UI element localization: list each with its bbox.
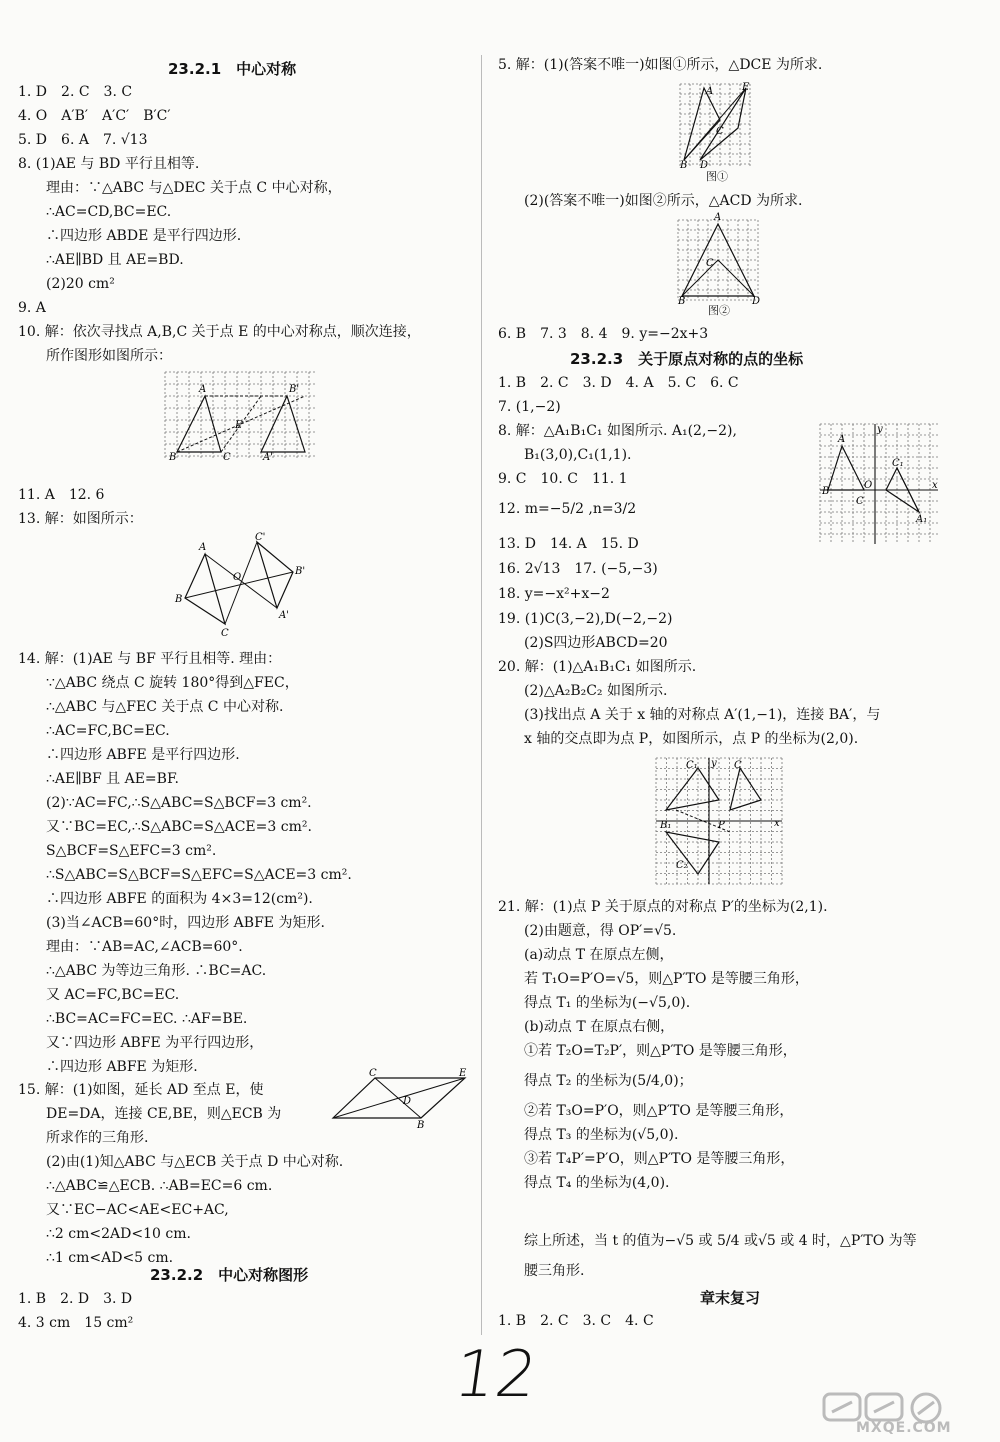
figure-q10 — [165, 372, 315, 463]
section-heading: 章末复习 — [700, 1289, 761, 1307]
answer-line: 4. 3 cm 15 cm² — [18, 1315, 134, 1331]
svg-text:A: A — [199, 384, 207, 395]
svg-text:D: D — [752, 296, 761, 307]
svg-text:D: D — [700, 160, 709, 171]
figure-1 — [680, 82, 752, 171]
answer-line: (2)20 cm² — [46, 276, 115, 292]
answer-line: ∴△ABC 为等边三角形. ∴BC=AC. — [46, 963, 267, 979]
answer-line: 得点 T₃ 的坐标为(√5,0). — [524, 1127, 679, 1143]
answer-line: (a)动点 T 在原点左侧， — [524, 947, 674, 963]
answer-line: x 轴的交点即为点 P，如图所示，点 P 的坐标为(2,0). — [524, 731, 859, 747]
answer-line: ∴四边形 ABFE 是平行四边形. — [46, 747, 240, 763]
answer-line: ③若 T₄P′=P′O，则△P′TO 是等腰三角形， — [524, 1151, 795, 1167]
answer-line: 9. A — [18, 300, 46, 316]
answer-line: ∵△ABC 绕点 C 旋转 180°得到△FEC， — [46, 675, 299, 691]
watermark-text: MXQE.COM — [856, 1420, 952, 1436]
answer-line: ∴△ABC≌△ECB. ∴AB=EC=6 cm. — [46, 1178, 273, 1194]
answer-line: 18. y=−x²+x−2 — [498, 586, 610, 602]
svg-text:P: P — [718, 820, 725, 831]
svg-text:A: A — [714, 212, 722, 223]
answer-line: ∴AE∥BD 且 AE=BD. — [46, 252, 184, 268]
answer-line: 得点 T₁ 的坐标为(−√5,0). — [524, 995, 691, 1011]
answer-line: (2)由题意，得 OP′=√5. — [524, 923, 677, 939]
svg-text:C: C — [734, 760, 742, 771]
answer-line: ∴AE∥BF 且 AE=BF. — [46, 771, 179, 787]
svg-text:C: C — [716, 126, 724, 137]
answer-line: ∴1 cm<AD<5 cm. — [46, 1250, 174, 1266]
answer-line: (3)找出点 A 关于 x 轴的对称点 A′(1,−1)，连接 BA′，与 — [524, 707, 881, 723]
answer-line: 14. 解：(1)AE 与 BF 平行且相等. 理由： — [18, 651, 282, 667]
answer-line: 8. (1)AE 与 BD 平行且相等. — [18, 156, 200, 172]
answer-line: DE=DA，连接 CE,BE，则△ECB 为 — [46, 1106, 282, 1122]
svg-text:B: B — [680, 160, 688, 171]
svg-text:x: x — [774, 818, 780, 829]
figure-q15 — [325, 1068, 475, 1130]
svg-text:y: y — [877, 424, 883, 435]
svg-text:A': A' — [279, 610, 289, 621]
svg-text:B: B — [169, 452, 177, 463]
answer-line: ②若 T₃O=P′O，则△P′TO 是等腰三角形， — [524, 1103, 794, 1119]
svg-text:C: C — [221, 628, 229, 639]
answer-line: (3)当∠ACB=60°时，四边形 ABFE 为矩形. — [46, 915, 325, 931]
answer-line: ∴△ABC 与△FEC 关于点 C 中心对称. — [46, 699, 284, 715]
figure-q13 — [175, 532, 310, 642]
figure-q8-coordinate-plane — [820, 424, 938, 544]
answer-line: 1. B 2. C 3. C 4. C — [498, 1313, 654, 1329]
answer-line: 19. (1)C(3,−2),D(−2,−2) — [498, 611, 673, 627]
answer-line: 5. D 6. A 7. √13 — [18, 132, 148, 148]
section-heading: 23.2.1 中心对称 — [168, 60, 297, 78]
answer-line: (2)S四边形ABCD=20 — [524, 635, 668, 651]
svg-text:A': A' — [263, 452, 273, 463]
svg-text:B: B — [678, 296, 686, 307]
answer-line: 综上所述，当 t 的值为−√5 或 5/4 或√5 或 4 时，△P′TO 为等 — [524, 1233, 917, 1249]
answer-line: 4. O A′B′ A′C′ B′C′ — [18, 108, 171, 124]
answer-line: 1. D 2. C 3. C — [18, 84, 133, 100]
figure-2 — [678, 212, 761, 307]
answer-line: 又 AC=FC,BC=EC. — [46, 987, 180, 1003]
answer-line: 21. 解：(1)点 P 关于原点的对称点 P′的坐标为(2,1). — [498, 899, 828, 915]
answer-line: 得点 T₂ 的坐标为(5/4,0)； — [524, 1073, 693, 1089]
figure-caption: 图② — [708, 304, 730, 317]
section-heading: 23.2.2 中心对称图形 — [150, 1266, 309, 1284]
answer-line: 6. B 7. 3 8. 4 9. y=−2x+3 — [498, 326, 709, 342]
answer-line: 若 T₁O=P′O=√5，则△P′TO 是等腰三角形， — [524, 971, 809, 987]
answer-line: (b)动点 T 在原点右侧， — [524, 1019, 675, 1035]
answer-line: 10. 解：依次寻找点 A,B,C 关于点 E 的中心对称点，顺次连接， — [18, 324, 421, 340]
answer-line: ∴AC=FC,BC=EC. — [46, 723, 170, 739]
svg-text:B': B' — [295, 566, 306, 577]
answer-line: 理由：∵△ABC 与△DEC 关于点 C 中心对称， — [46, 180, 342, 196]
answer-line: 13. D 14. A 15. D — [498, 536, 639, 552]
svg-text:A₁: A₁ — [916, 514, 928, 525]
svg-text:B₁: B₁ — [660, 820, 672, 831]
svg-text:C: C — [369, 1068, 377, 1079]
answer-line: 所作图形如图所示： — [46, 348, 172, 364]
answer-line: 1. B 2. D 3. D — [18, 1291, 133, 1307]
handwritten-page-number: 12 — [449, 1338, 542, 1412]
answer-line: 5. 解：(1)(答案不唯一)如图①所示，△DCE 为所求. — [498, 57, 823, 73]
answer-line: 理由：∵AB=AC,∠ACB=60°. — [46, 939, 243, 955]
answer-line: S△BCF=S△EFC=3 cm². — [46, 843, 217, 859]
answer-line: (2)△A₂B₂C₂ 如图所示. — [524, 683, 668, 699]
svg-text:B: B — [417, 1120, 425, 1131]
svg-text:C₂: C₂ — [676, 860, 688, 871]
svg-text:B': B' — [289, 384, 300, 395]
answer-line: 16. 2√13 17. (−5,−3) — [498, 561, 658, 577]
svg-text:O: O — [864, 480, 873, 491]
svg-text:C': C' — [255, 532, 266, 543]
watermark-logo — [820, 1392, 992, 1438]
svg-text:C: C — [223, 452, 231, 463]
answer-line: (2)∵AC=FC,∴S△ABC=S△BCF=3 cm². — [46, 795, 312, 811]
answer-line: ∴四边形 ABFE 为矩形. — [46, 1059, 198, 1075]
answer-line: 15. 解：(1)如图，延长 AD 至点 E，使 — [18, 1082, 264, 1098]
answer-line: ∴四边形 ABFE 的面积为 4×3=12(cm²). — [46, 891, 313, 907]
svg-text:C: C — [706, 258, 714, 269]
figure-caption: 图① — [706, 170, 728, 183]
answer-line: 20. 解：(1)△A₁B₁C₁ 如图所示. — [498, 659, 697, 675]
answer-line: 腰三角形. — [524, 1263, 585, 1279]
answer-line: ∴AC=CD,BC=EC. — [46, 204, 172, 220]
column-divider — [481, 55, 482, 1335]
svg-text:C₁: C₁ — [686, 760, 698, 771]
svg-text:y: y — [711, 758, 717, 769]
figure-q20-coordinate-plane — [656, 758, 782, 884]
svg-text:A: A — [706, 86, 714, 97]
answer-line: ∴S△ABC=S△BCF=S△EFC=S△ACE=3 cm². — [46, 867, 352, 883]
svg-text:O: O — [233, 572, 242, 583]
answer-line: 9. C 10. C 11. 1 — [498, 471, 628, 487]
svg-text:E: E — [459, 1068, 467, 1079]
answer-line: 1. B 2. C 3. D 4. A 5. C 6. C — [498, 375, 739, 391]
svg-text:C: C — [856, 496, 864, 507]
svg-text:B: B — [822, 486, 830, 497]
answer-line: 7. (1,−2) — [498, 399, 561, 415]
answer-line: ①若 T₂O=T₂P′，则△P′TO 是等腰三角形， — [524, 1043, 797, 1059]
answer-line: 又∵四边形 ABFE 为平行四边形， — [46, 1035, 264, 1051]
svg-text:D: D — [403, 1096, 412, 1107]
svg-text:A: A — [199, 542, 207, 553]
svg-text:E: E — [235, 420, 243, 431]
svg-text:B: B — [175, 594, 183, 605]
answer-line: ∴2 cm<2AD<10 cm. — [46, 1226, 191, 1242]
answer-line: ∴BC=AC=FC=EC. ∴AF=BE. — [46, 1011, 248, 1027]
answer-line: 又∵EC−AC<AE<EC+AC, — [46, 1202, 229, 1218]
section-heading: 23.2.3 关于原点对称的点的坐标 — [570, 350, 804, 368]
svg-text:x: x — [932, 480, 938, 491]
answer-line: B₁(3,0),C₁(1,1). — [524, 447, 632, 463]
svg-text:E: E — [742, 82, 750, 93]
answer-line: ∴四边形 ABDE 是平行四边形. — [46, 228, 242, 244]
answer-line: 12. m=−5/2 ,n=3/2 — [498, 501, 637, 517]
answer-line: 所求作的三角形. — [46, 1130, 149, 1146]
svg-text:C₁: C₁ — [892, 458, 904, 469]
answer-line: (2)(答案不唯一)如图②所示，△ACD 为所求. — [524, 193, 803, 209]
answer-line: 13. 解：如图所示： — [18, 511, 143, 527]
answer-line: 11. A 12. 6 — [18, 487, 105, 503]
answer-line: (2)由(1)知△ABC 与△ECB 关于点 D 中心对称. — [46, 1154, 344, 1170]
answer-line: 8. 解：△A₁B₁C₁ 如图所示. A₁(2,−2), — [498, 423, 737, 439]
svg-text:A: A — [838, 434, 846, 445]
answer-line: 得点 T₄ 的坐标为(4,0). — [524, 1175, 670, 1191]
answer-line: 又∵BC=EC,∴S△ABC=S△ACE=3 cm². — [46, 819, 312, 835]
